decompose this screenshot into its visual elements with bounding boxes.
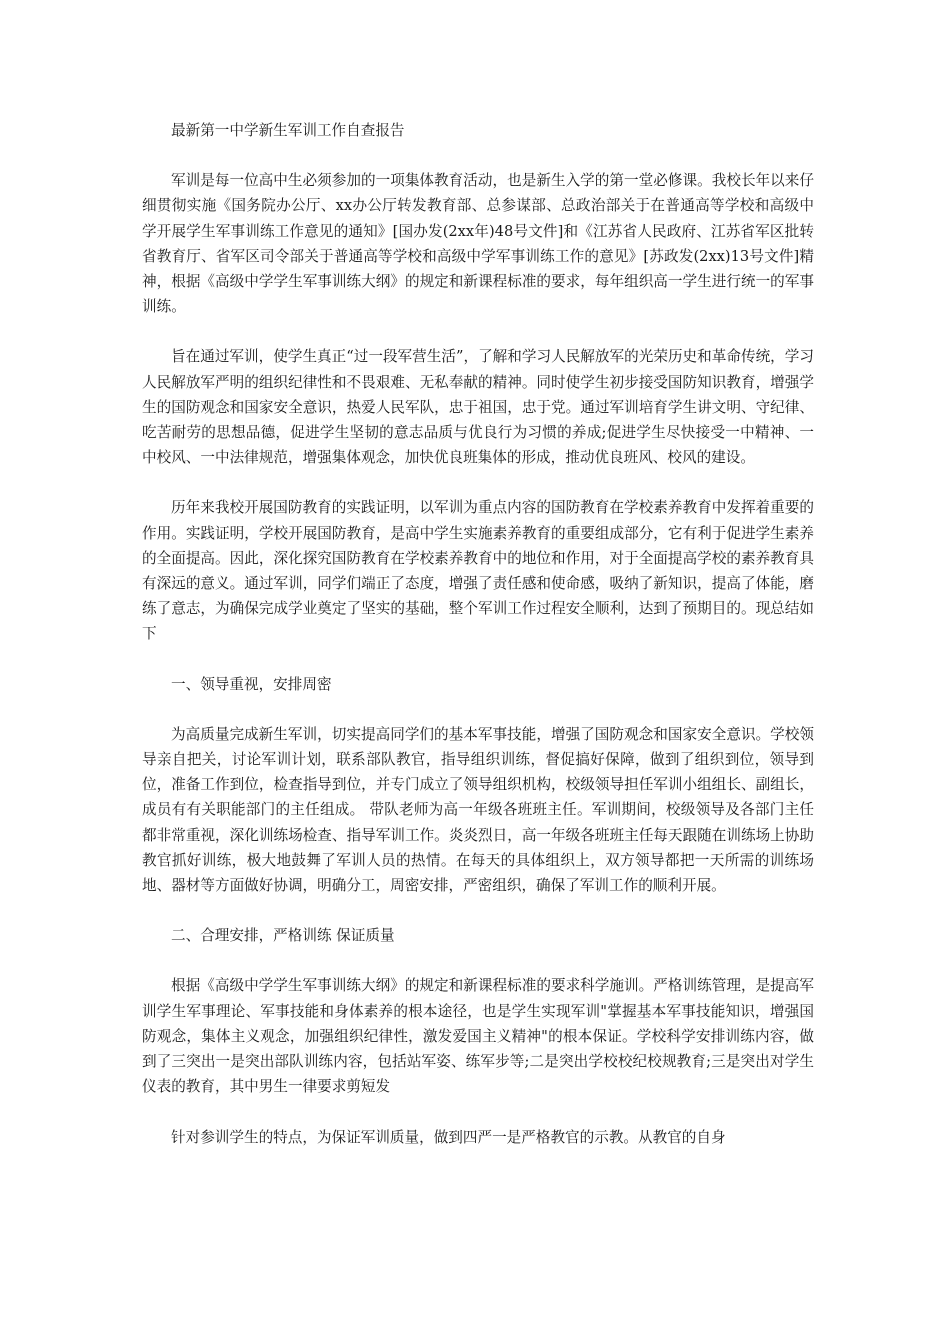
paragraph-training: 根据《高级中学学生军事训练大纲》的规定和新课程标准的要求科学施训。严格训练管理，是提高军训学生军事理论、军事技能和身体素养的根本途径，也是学生实现军训"掌握基本军事技能知识，增强国防观念，集体主义观念，加强组织纪律性，激发爱国主义精神"的根本保证。学校科学安排训练内容，做到了三突出一是突出部队训练内容，包括站军姿、练军步等;二是突出学校校纪校规教育;三是突出对学生仪表的教育，其中男生一律要求剪短发 <box>142 977 814 1096</box>
section-heading-2: 二、合理安排，严格训练 保证质量 <box>171 927 395 945</box>
paragraph-intro: 军训是每一位高中生必须参加的一项集体教育活动，也是新生入学的第一堂必修课。我校长年以来仔细贯彻实施《国务院办公厅、xx办公厅转发教育部、总参谋部、总政治部关于在普通高等学校和高级中学开展学生军事训练工作意见的通知》[国办发(2xx年)48号文件]和《江苏省人民政府、江苏省军区批转省教育厅、省军区司令部关于普通高等学校和高级中学军事训练工作的意见》[苏政发(2xx)13号文件]精神，根据《高级中学学生军事训练大纲》的规定和新课程标准的要求，每年组织高一学生进行统一的军事训练。 <box>142 172 814 316</box>
paragraph-leadership: 为高质量完成新生军训，切实提高同学们的基本军事技能，增强了国防观念和国家安全意识。学校领导亲自把关，讨论军训计划，联系部队教官，指导组织训练，督促搞好保障，做到了组织到位，领导到位，准备工作到位，检查指导到位，并专门成立了领导组织机构，校级领导担任军训小组组长、副组长，成员有有关职能部门的主任组成。 带队老师为高一年级各班班主任。军训期间，校级领导及各部门主任都非常重视，深化训练场检查、指导军训工作。炎炎烈日，高一年级各班班主任每天跟随在训练场上协助教官抓好训练，极大地鼓舞了军训人员的热情。在每天的具体组织上，双方领导都把一天所需的训练场地、器材等方面做好协调，明确分工，周密安排，严密组织，确保了军训工作的顺利开展。 <box>142 725 814 895</box>
document-body <box>142 118 814 1175</box>
paragraph-quality: 针对参训学生的特点，为保证军训质量，做到四严一是严格教官的示教。从教官的自身 <box>171 1128 726 1146</box>
paragraph-purpose: 旨在通过军训，使学生真正“过一段军营生活”，了解和学习人民解放军的光荣历史和革命传统，学习人民解放军严明的组织纪律性和不畏艰难、无私奉献的精神。同时使学生初步接受国防知识教育，增强学生的国防观念和国家安全意识，热爱人民军队，忠于祖国，忠于党。通过军训培育学生讲文明、守纪律、吃苦耐劳的思想品德，促进学生坚韧的意志品质与优良行为习惯的养成;促进学生尽快接受一中精神、一中校风、一中法律规范，增强集体观念，加快优良班集体的形成，推动优良班风、校风的建设。 <box>142 348 814 467</box>
document-title: 最新第一中学新生军训工作自查报告 <box>171 122 405 139</box>
section-heading-1: 一、领导重视，安排周密 <box>171 675 332 693</box>
paragraph-practice: 历年来我校开展国防教育的实践证明，以军训为重点内容的国防教育在学校素养教育中发挥着重要的作用。实践证明，学校开展国防教育，是高中学生实施素养教育的重要组成部分，它有利于促进学生素养的全面提高。因此，深化探究国防教育在学校素养教育中的地位和作用，对于全面提高学校的素养教育具有深远的意义。通过军训，同学们端正了态度，增强了责任感和使命感，吸纳了新知识，提高了体能，磨练了意志，为确保完成学业奠定了坚实的基础，整个军训工作过程安全顺利，达到了预期目的。现总结如下 <box>142 499 814 643</box>
